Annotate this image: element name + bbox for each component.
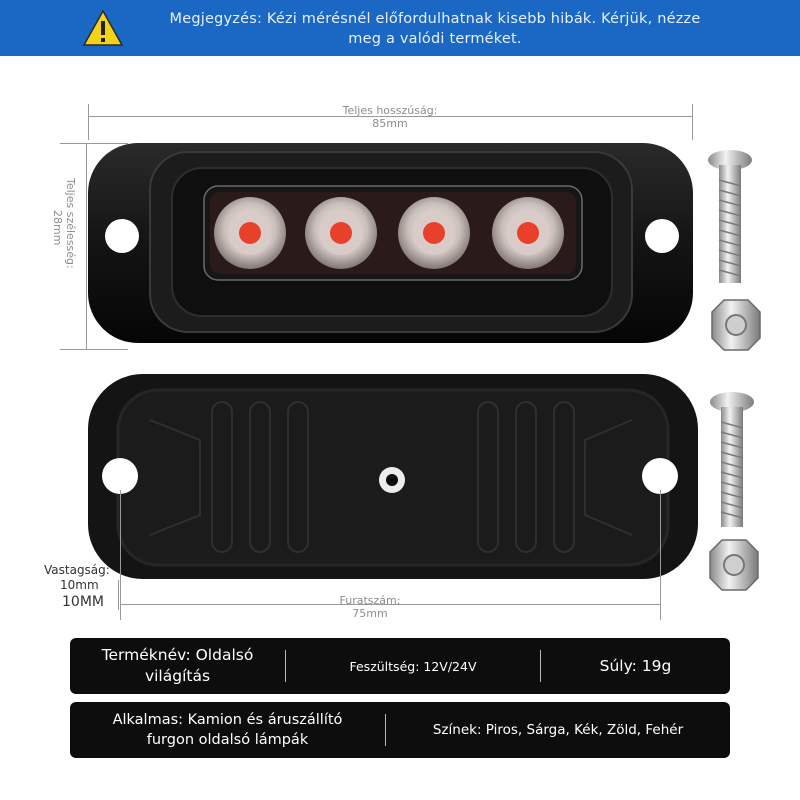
hole-dimension (290, 594, 450, 620)
suitable-for (70, 702, 385, 758)
length-guide-right (692, 104, 693, 140)
back-hole-left (102, 458, 138, 494)
led-4 (492, 197, 564, 269)
led-2 (305, 197, 377, 269)
suitable-line-1: Alkalmas: Kamion és áruszállító (112, 712, 343, 728)
notice-text (140, 9, 730, 49)
width-guide-bottom (60, 349, 128, 350)
notice-banner (0, 0, 800, 56)
notice-line-2: meg a valódi terméket. (348, 31, 522, 47)
lamp-front (88, 143, 693, 343)
screw-top (708, 150, 752, 283)
suitable-line-2: furgon oldalsó lámpák (146, 732, 309, 748)
length-value: 85mm (372, 117, 408, 130)
thickness-big: 10MM (62, 594, 104, 610)
nut-top (712, 300, 760, 350)
hole-guide-right (660, 490, 661, 620)
width-label: Teljes szélesség: (64, 178, 77, 269)
length-label: Teljes hosszúság: (342, 104, 438, 117)
weight: Súly: 19g (599, 657, 672, 675)
mount-hole-right (645, 219, 679, 253)
width-guide-top (60, 143, 128, 144)
info-box-product (70, 638, 730, 694)
available-colors: Színek: Piros, Sárga, Kék, Zöld, Fehér (432, 722, 684, 738)
width-value: 28mm (51, 210, 64, 246)
warning-icon (82, 8, 124, 48)
notice-line-1: Megjegyzés: Kézi mérésnél előfordulhatnak kisebb hibák. Kérjük, nézze (169, 11, 701, 27)
voltage: Feszültség: 12V/24V (349, 658, 477, 674)
led-3 (398, 197, 470, 269)
product-name-line-2: világítás (144, 667, 211, 685)
thickness-value: 10mm (60, 578, 99, 592)
length-dimension (300, 104, 480, 130)
product-name (70, 638, 285, 694)
mount-hole-left (105, 219, 139, 253)
info-box-usage (70, 702, 730, 758)
hole-label: Furatszám: (339, 594, 401, 607)
lamp-back (88, 374, 698, 579)
screw-bottom (710, 392, 754, 527)
hole-value: 75mm (352, 607, 388, 620)
back-hole-right (642, 458, 678, 494)
length-guide-left (88, 104, 89, 140)
width-line (86, 143, 87, 349)
led-1 (214, 197, 286, 269)
hole-guide-left (120, 490, 121, 620)
thickness-line (118, 580, 119, 610)
thickness-label: Vastagság: (44, 563, 110, 577)
nut-bottom (710, 540, 758, 590)
product-name-line-1: Terméknév: Oldalsó (101, 646, 254, 664)
